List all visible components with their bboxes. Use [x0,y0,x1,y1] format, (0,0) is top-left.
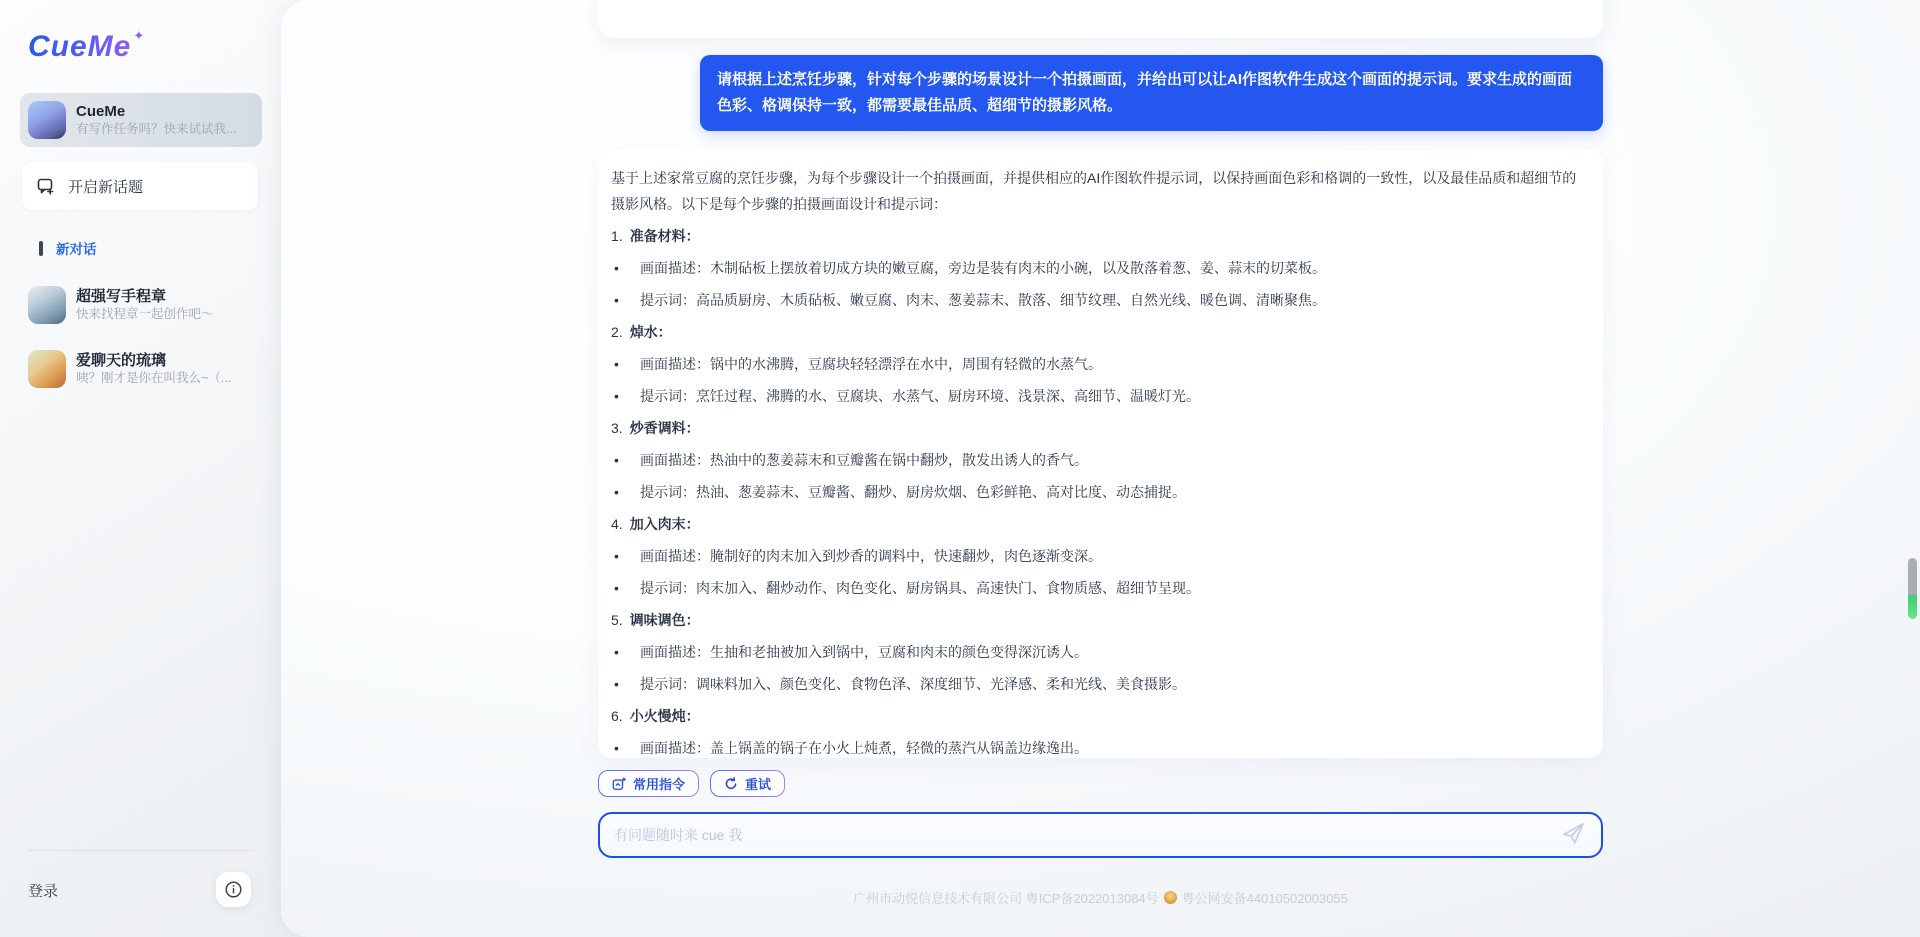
step-title: 6. 小火慢炖： [611,708,700,724]
bullet-item: • 画面描述：热油中的葱姜蒜末和豆瓣酱在锅中翻炒，散发出诱人的香气。 [611,447,1590,473]
sparkle-icon: ✦ [133,28,145,43]
avatar-cueme [28,101,66,139]
bullet-item: • 提示词：肉末加入、翻炒动作、肉色变化、厨房锅具、高速快门、食物质感、超细节呈现。 [611,575,1590,601]
command-icon [612,777,626,791]
retry-label: 重试 [745,777,772,792]
chat-panel [281,0,1920,937]
company-info: 广州市动悦信息技术有限公司 粤ICP备2022013084号 [853,891,1159,906]
step-section [611,415,1590,505]
message-input-container [598,812,1603,858]
sidebar-item-new-chat[interactable] [39,238,97,258]
bullet-item: • 画面描述：盖上锅盖的锅子在小火上炖煮，轻微的蒸汽从锅盖边缘逸出。 [611,735,1590,758]
assistant-name: CueMe [76,103,126,120]
message-input[interactable] [614,827,1551,843]
new-chat-label: 新对话 [56,242,97,257]
step-title: 2. 焯水： [611,324,672,340]
bullet-item: • 画面描述：木制砧板上摆放着切成方块的嫩豆腐，旁边是装有肉末的小碗，以及散落着葱、姜、蒜末的切菜板。 [611,255,1590,281]
chat-preview: 快来找程章一起创作吧～ [76,307,214,321]
chat-name: 爱聊天的琉璃 [76,352,167,369]
police-filing: 粤公网安备44010502003055 [1181,891,1348,906]
chat-preview: 咦？刚才是你在叫我么~（... [76,371,232,385]
step-title: 1. 准备材料： [611,228,700,244]
bullet-item: • 画面描述：腌制好的肉末加入到炒香的调料中，快速翻炒，肉色逐渐变深。 [611,543,1590,569]
bullet-item: • 提示词：烹饪过程、沸腾的水、豆腐块、水蒸气、厨房环境、浅景深、高细节、温暖灯光。 [611,383,1590,409]
login-button[interactable]: 登录 [28,883,59,900]
info-icon [224,880,243,899]
step-section [611,607,1590,697]
bullet-item: • 画面描述：锅中的水沸腾，豆腐块轻轻漂浮在水中，周围有轻微的水蒸气。 [611,351,1590,377]
bullet-item: • 提示词：高品质厨房、木质砧板、嫩豆腐、肉末、葱姜蒜末、散落、细节纹理、自然光线、暖色调、清晰聚焦。 [611,287,1590,313]
step-section [611,223,1590,313]
message-intro: 基于上述家常豆腐的烹饪步骤，为每个步骤设计一个拍摄画面，并提供相应的AI作图软件提示词，以保持画面色彩和格调的一致性，以及最佳品质和超细节的摄影风格。以下是每个步骤的拍摄画面设计和提示词： [611,170,1577,212]
send-button[interactable] [1561,822,1587,848]
bullet-item: • 提示词：调味料加入、颜色变化、食物色泽、深度细节、光泽感、柔和光线、美食摄影。 [611,671,1590,697]
page-scrollbar[interactable] [1908,558,1917,619]
sidebar-item-cueme[interactable] [20,93,262,147]
logo-text: CueMe [28,30,132,63]
step-section [611,319,1590,409]
assistant-preview: 有写作任务吗？快来试试我... [76,122,237,136]
step-title: 4. 加入肉末： [611,516,700,532]
sidebar-item-chengzhang[interactable] [20,278,262,332]
step-title: 3. 炒香调料： [611,420,700,436]
common-commands-button[interactable] [598,770,699,797]
bullet-item: • 画面描述：生抽和老抽被加入到锅中，豆腐和肉末的颜色变得深沉诱人。 [611,639,1590,665]
chat-footer [598,888,1603,907]
avatar-chengzhang [28,286,66,324]
previous-message-card [598,0,1603,38]
sidebar-divider [28,850,253,851]
paper-plane-icon [1559,820,1588,849]
sidebar-item-liuli[interactable] [20,342,262,396]
new-topic-button[interactable] [22,162,258,210]
actions-row [598,770,785,797]
cueme-logo [28,30,144,64]
info-button[interactable] [216,872,251,907]
refresh-icon [724,777,738,791]
retry-button[interactable] [710,770,785,797]
chat-name: 超强写手程章 [76,288,167,305]
step-title: 5. 调味调色： [611,612,700,628]
sidebar [0,0,281,937]
user-message-bubble: 请根据上述烹饪步骤，针对每个步骤的场景设计一个拍摄画面，并给出可以让AI作图软件生成这个画面的提示词。要求生成的画面色彩、格调保持一致，都需要最佳品质、超细节的摄影风格。 [700,55,1603,131]
step-section [611,511,1590,601]
active-indicator-bar [39,241,43,256]
step-section [611,703,1590,758]
bullet-item: • 提示词：热油、葱姜蒜末、豆瓣酱、翻炒、厨房炊烟、色彩鲜艳、高对比度、动态捕捉。 [611,479,1590,505]
chat-column [598,0,1603,937]
police-badge-icon [1164,891,1177,904]
new-topic-label: 开启新话题 [68,178,144,196]
avatar-liuli [28,350,66,388]
commands-label: 常用指令 [633,777,686,792]
assistant-message-card [598,150,1603,758]
chat-plus-icon [37,177,55,195]
